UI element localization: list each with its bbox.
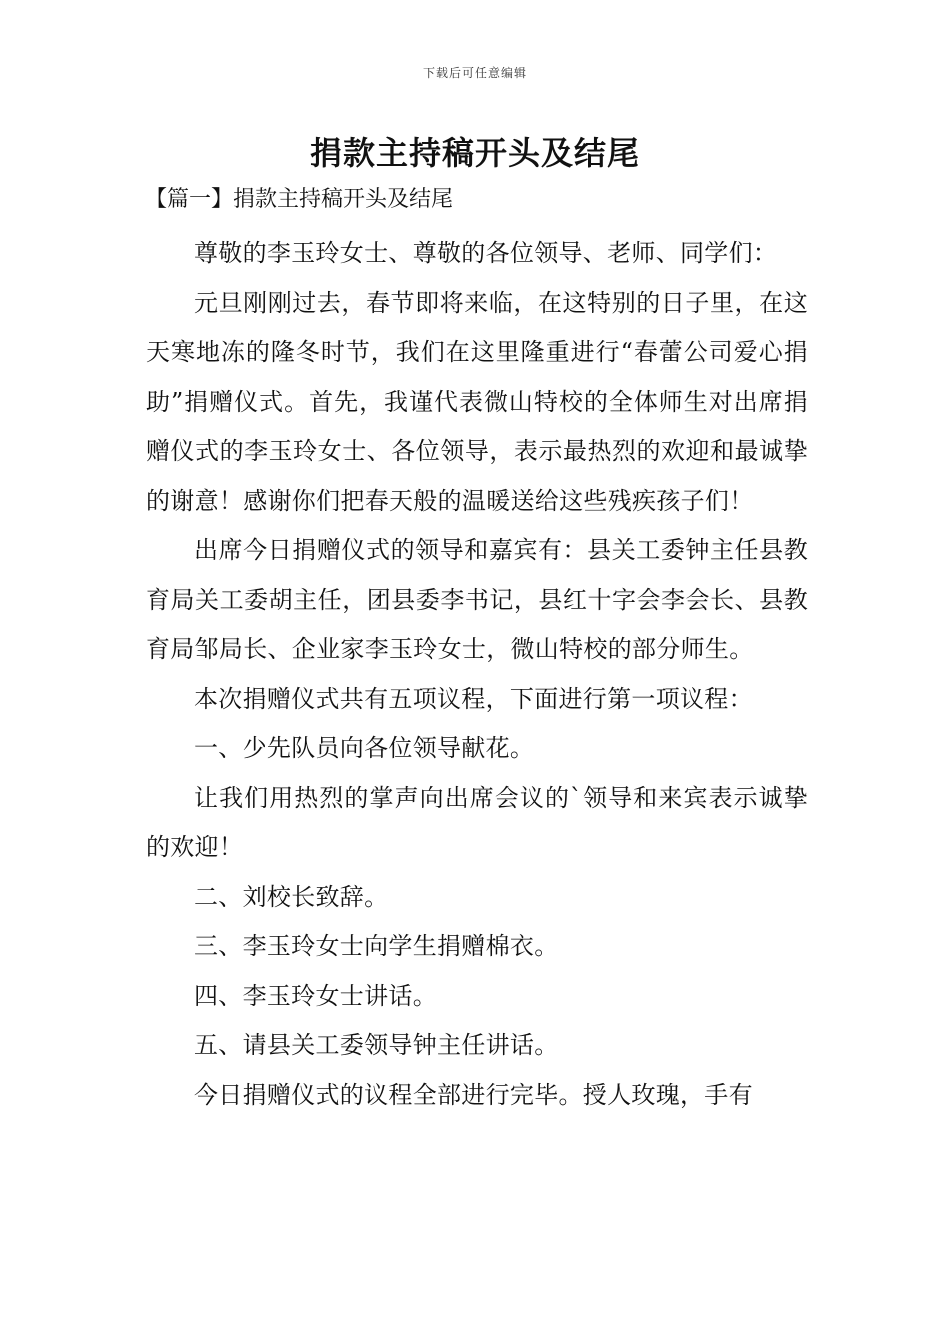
paragraph: 今日捐赠仪式的议程全部进行完毕。授人玫瑰，手有 [194, 1080, 753, 1109]
paragraph: 五、请县关工委领导钟主任讲话。 [194, 1031, 559, 1059]
paragraph: 四、李玉玲女士讲话。 [194, 981, 437, 1010]
paragraph: 三、李玉玲女士向学生捐赠棉衣。 [194, 932, 559, 960]
paragraph: 让我们用热烈的掌声向出席会议的`领导和来宾表示诚挚的欢迎！ [146, 783, 808, 861]
paragraph: 尊敬的李玉玲女士、尊敬的各位领导、老师、同学们： [194, 239, 778, 267]
paragraph: 一、少先队员向各位领导献花。 [194, 734, 535, 762]
paragraph: 出席今日捐赠仪式的领导和嘉宾有：县关工委钟主任县教育局关工委胡主任，团县委李书记，县红十字会李会长、县教育局邹局长、企业家李玉玲女士，微山特校的部分师生。 [146, 536, 808, 663]
paragraph: 本次捐赠仪式共有五项议程，下面进行第一项议程： [194, 684, 753, 713]
body-text [146, 229, 808, 1120]
document-title: 捐款主持稿开头及结尾 [309, 134, 640, 172]
paragraph: 元旦刚刚过去，春节即将来临，在这特别的日子里，在这天寒地冻的隆冬时节，我们在这里隆重进行“春蕾公司爱心捐助”捐赠仪式。首先，我谨代表微山特校的全体师生对出席捐赠仪式的李玉玲女士、各位领导，表示最热烈的欢迎和最诚挚的谢意！感谢你们把春天般的温暖送给这些残疾孩子们！ [146, 288, 808, 515]
paragraph: 二、刘校长致辞。 [194, 882, 389, 911]
header-note: 下载后可任意编辑 [422, 66, 527, 80]
section-label: 【篇一】捐款主持稿开头及结尾 [145, 187, 454, 212]
